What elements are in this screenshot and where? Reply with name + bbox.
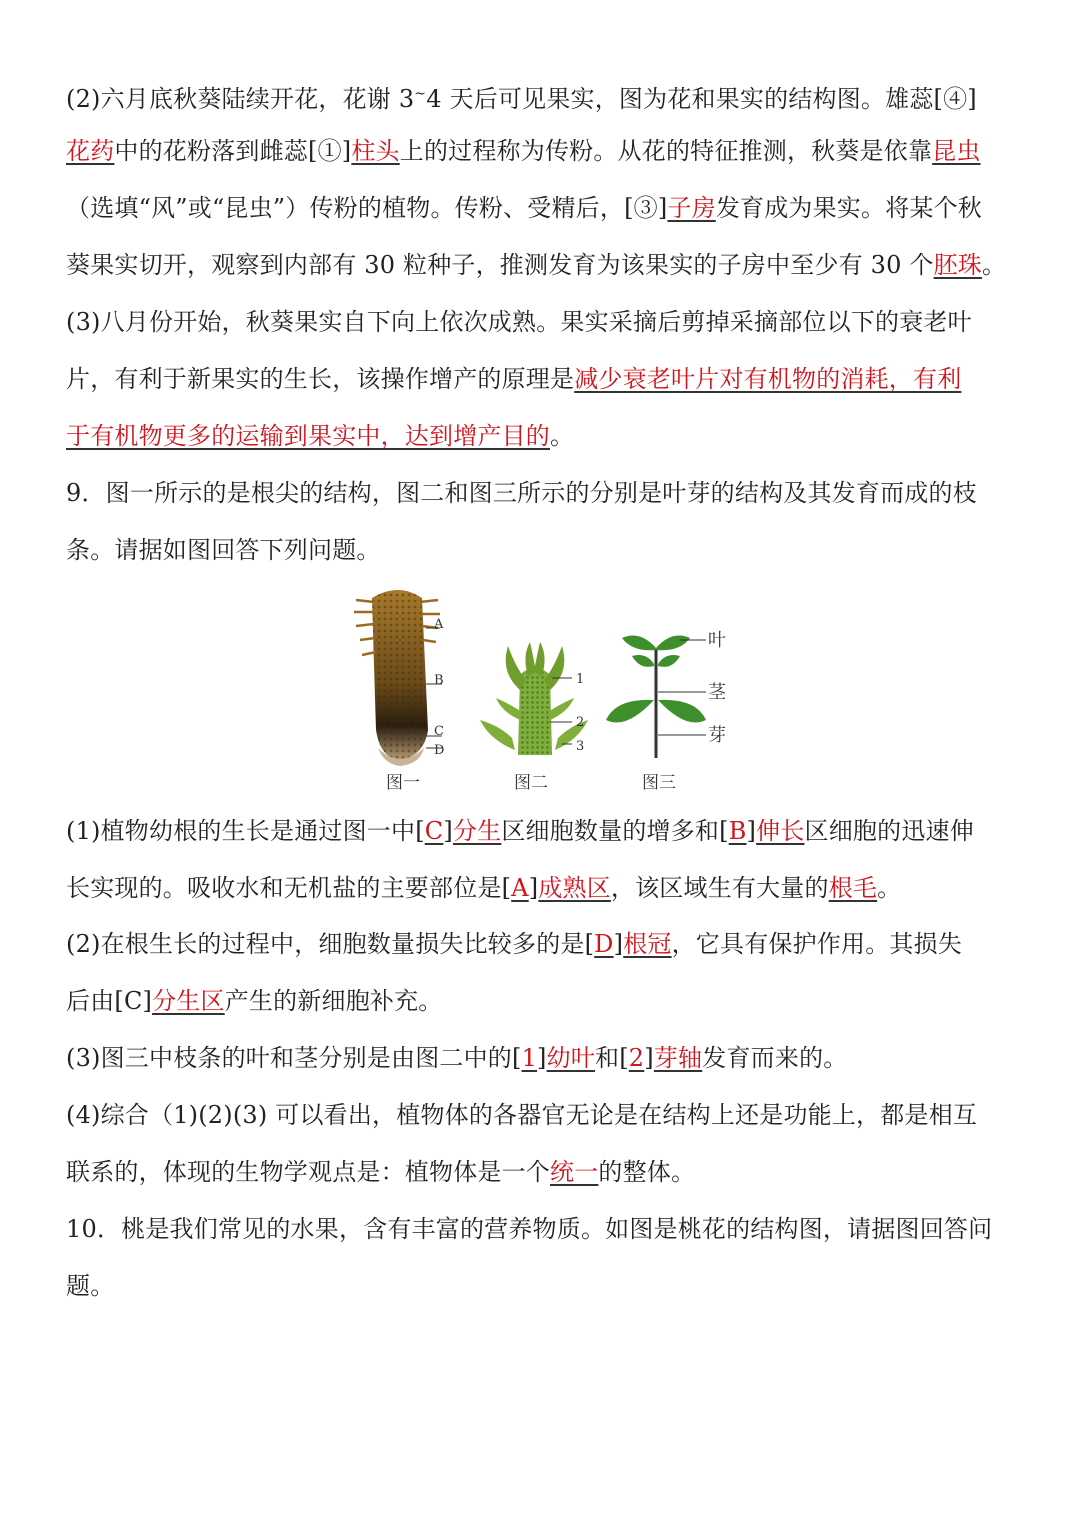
fig3-caption: 图三	[642, 773, 676, 793]
q9-4-line2	[66, 1155, 1016, 1189]
q9-1-line2	[66, 871, 1016, 905]
answer-blank: 芽轴	[653, 1044, 703, 1072]
q8-p3-line1	[66, 305, 1016, 339]
q8-p2-line3	[66, 191, 1016, 225]
leaf-bud-drawing	[480, 642, 588, 793]
text: 。	[550, 422, 575, 450]
answer-blank: 柱头	[351, 137, 400, 165]
text: ]	[644, 1044, 654, 1072]
text: ]	[528, 874, 539, 902]
answer-blank: B	[728, 817, 747, 845]
q9-stem-line1: 9．图一所示的是根尖的结构，图二和图三所示的分别是叶芽的结构及其发育而成的枝	[66, 479, 977, 507]
answer-blank: 于有机物更多的运输到果实中，达到增产目的	[66, 422, 550, 450]
answer-blank: 2	[628, 1044, 645, 1072]
fig1-label-d: D	[434, 743, 445, 758]
q9-1-line1	[66, 814, 1016, 848]
text: 区细胞数量的增多和[	[501, 817, 729, 845]
q8-p3-line3	[66, 419, 1016, 453]
text: ]	[537, 1044, 547, 1072]
text: 区细胞的迅速伸	[804, 817, 974, 845]
answer-blank: A	[511, 874, 529, 902]
q9-2-line1	[66, 927, 1016, 961]
text: 联系的，体现的生物学观点是：植物体是一个	[66, 1158, 550, 1186]
answer-blank: 昆虫	[932, 137, 981, 165]
q9-stem-line2: 条。请据如图回答下列问题。	[66, 536, 381, 564]
fig3-label-leaf: 叶	[708, 630, 726, 651]
fig2-label-3: 3	[576, 739, 585, 754]
answer-blank: 根毛	[828, 874, 878, 902]
answer-blank: 伸长	[756, 817, 805, 845]
text: 。	[982, 251, 1007, 279]
root-tip-drawing	[354, 590, 444, 793]
text: 发育而来的。	[702, 1044, 848, 1072]
text: (2)六月底秋葵陆续开花，花谢 3	[66, 85, 415, 113]
q10-stem-line2: 题。	[66, 1272, 115, 1300]
text: (1)植物幼根的生长是通过图一中[	[66, 817, 425, 845]
fig2-caption: 图二	[514, 773, 548, 793]
answer-blank: 胚珠	[933, 251, 982, 279]
text: 的整体。	[598, 1158, 696, 1186]
q10-stem-line1: 10．桃是我们常见的水果，含有丰富的营养物质。如图是桃花的结构图，请据图回答问	[66, 1215, 993, 1243]
answer-blank: 减少衰老叶片对有机物的消耗，有利	[574, 365, 962, 393]
fig3-label-bud: 芽	[708, 725, 726, 746]
text: 长实现的。吸收水和无机盐的主要部位是[	[66, 874, 512, 902]
text: 后由[C]	[66, 987, 153, 1015]
fig2-label-1: 1	[576, 672, 585, 687]
fig3-label-stem: 茎	[708, 682, 726, 703]
text: ]	[613, 930, 624, 958]
answer-blank: 成熟区	[538, 874, 611, 902]
answer-blank: 统一	[550, 1158, 599, 1186]
answer-blank: D	[594, 930, 614, 958]
fig2-label-2: 2	[576, 715, 585, 730]
q8-p2-line1	[66, 77, 1016, 116]
q9-3-line1	[66, 1041, 1016, 1075]
fig1-label-c: C	[434, 724, 444, 739]
answer-blank: 1	[521, 1044, 538, 1072]
text: 发育成为果实。将某个秋	[715, 194, 983, 222]
branch-drawing	[606, 630, 728, 793]
text: 4 天后可见果实，图为花和果实的结构图。雄蕊[④]	[426, 85, 977, 113]
q9-4-line1	[66, 1098, 1016, 1132]
text: ]	[746, 817, 757, 845]
q8-p2-line4	[66, 248, 1016, 282]
text: (3)图三中枝条的叶和茎分别是由图二中的[	[66, 1044, 522, 1072]
fig1-label-a: A	[434, 617, 444, 632]
text: ，它具有保护作用。其损失	[671, 930, 963, 958]
root-bud-illustration	[340, 580, 760, 800]
text: ，该区域生有大量的	[610, 874, 829, 902]
text: 中的花粉落到雌蕊[①]	[114, 137, 352, 165]
text: 产生的新细胞补充。	[224, 987, 443, 1015]
q9-2-line2	[66, 984, 1016, 1018]
text: 上的过程称为传粉。从花的特征推测，秋葵是依靠	[399, 137, 933, 165]
answer-blank: 分生	[452, 817, 502, 845]
text: 片，有利于新果实的生长，该操作增产的原理是	[66, 365, 575, 393]
text: (2)在根生长的过程中，细胞数量损失比较多的是[	[66, 930, 595, 958]
text: (4)综合（1)(2)(3) 可以看出，植物体的各器官无论是在结构上还是功能上，都是相互	[66, 1101, 978, 1129]
text: 葵果实切开，观察到内部有 30 粒种子，推测发育为该果实的子房中至少有 30 个	[66, 251, 934, 279]
q8-p2-line2	[66, 134, 1016, 168]
text: （选填“风”或“昆虫”）传粉的植物。传粉、受精后，[③]	[66, 194, 668, 222]
answer-blank: 幼叶	[546, 1044, 596, 1072]
answer-blank: 根冠	[623, 930, 672, 958]
text: (3)八月份开始，秋葵果实自下向上依次成熟。果实采摘后剪掉采摘部位以下的衰老叶	[66, 308, 972, 336]
answer-blank: 分生区	[152, 987, 225, 1015]
fig1-caption: 图一	[386, 773, 420, 793]
text: 和[	[595, 1044, 629, 1072]
answer-blank: C	[424, 817, 444, 845]
answer-blank: 花药	[66, 137, 115, 165]
text: ]	[443, 817, 453, 845]
fig1-label-b: B	[434, 673, 444, 688]
q8-p3-line2	[66, 362, 1016, 396]
text: 。	[877, 874, 902, 902]
q9-figure	[340, 580, 760, 800]
text: ~	[414, 86, 427, 102]
answer-blank: 子房	[667, 194, 716, 222]
